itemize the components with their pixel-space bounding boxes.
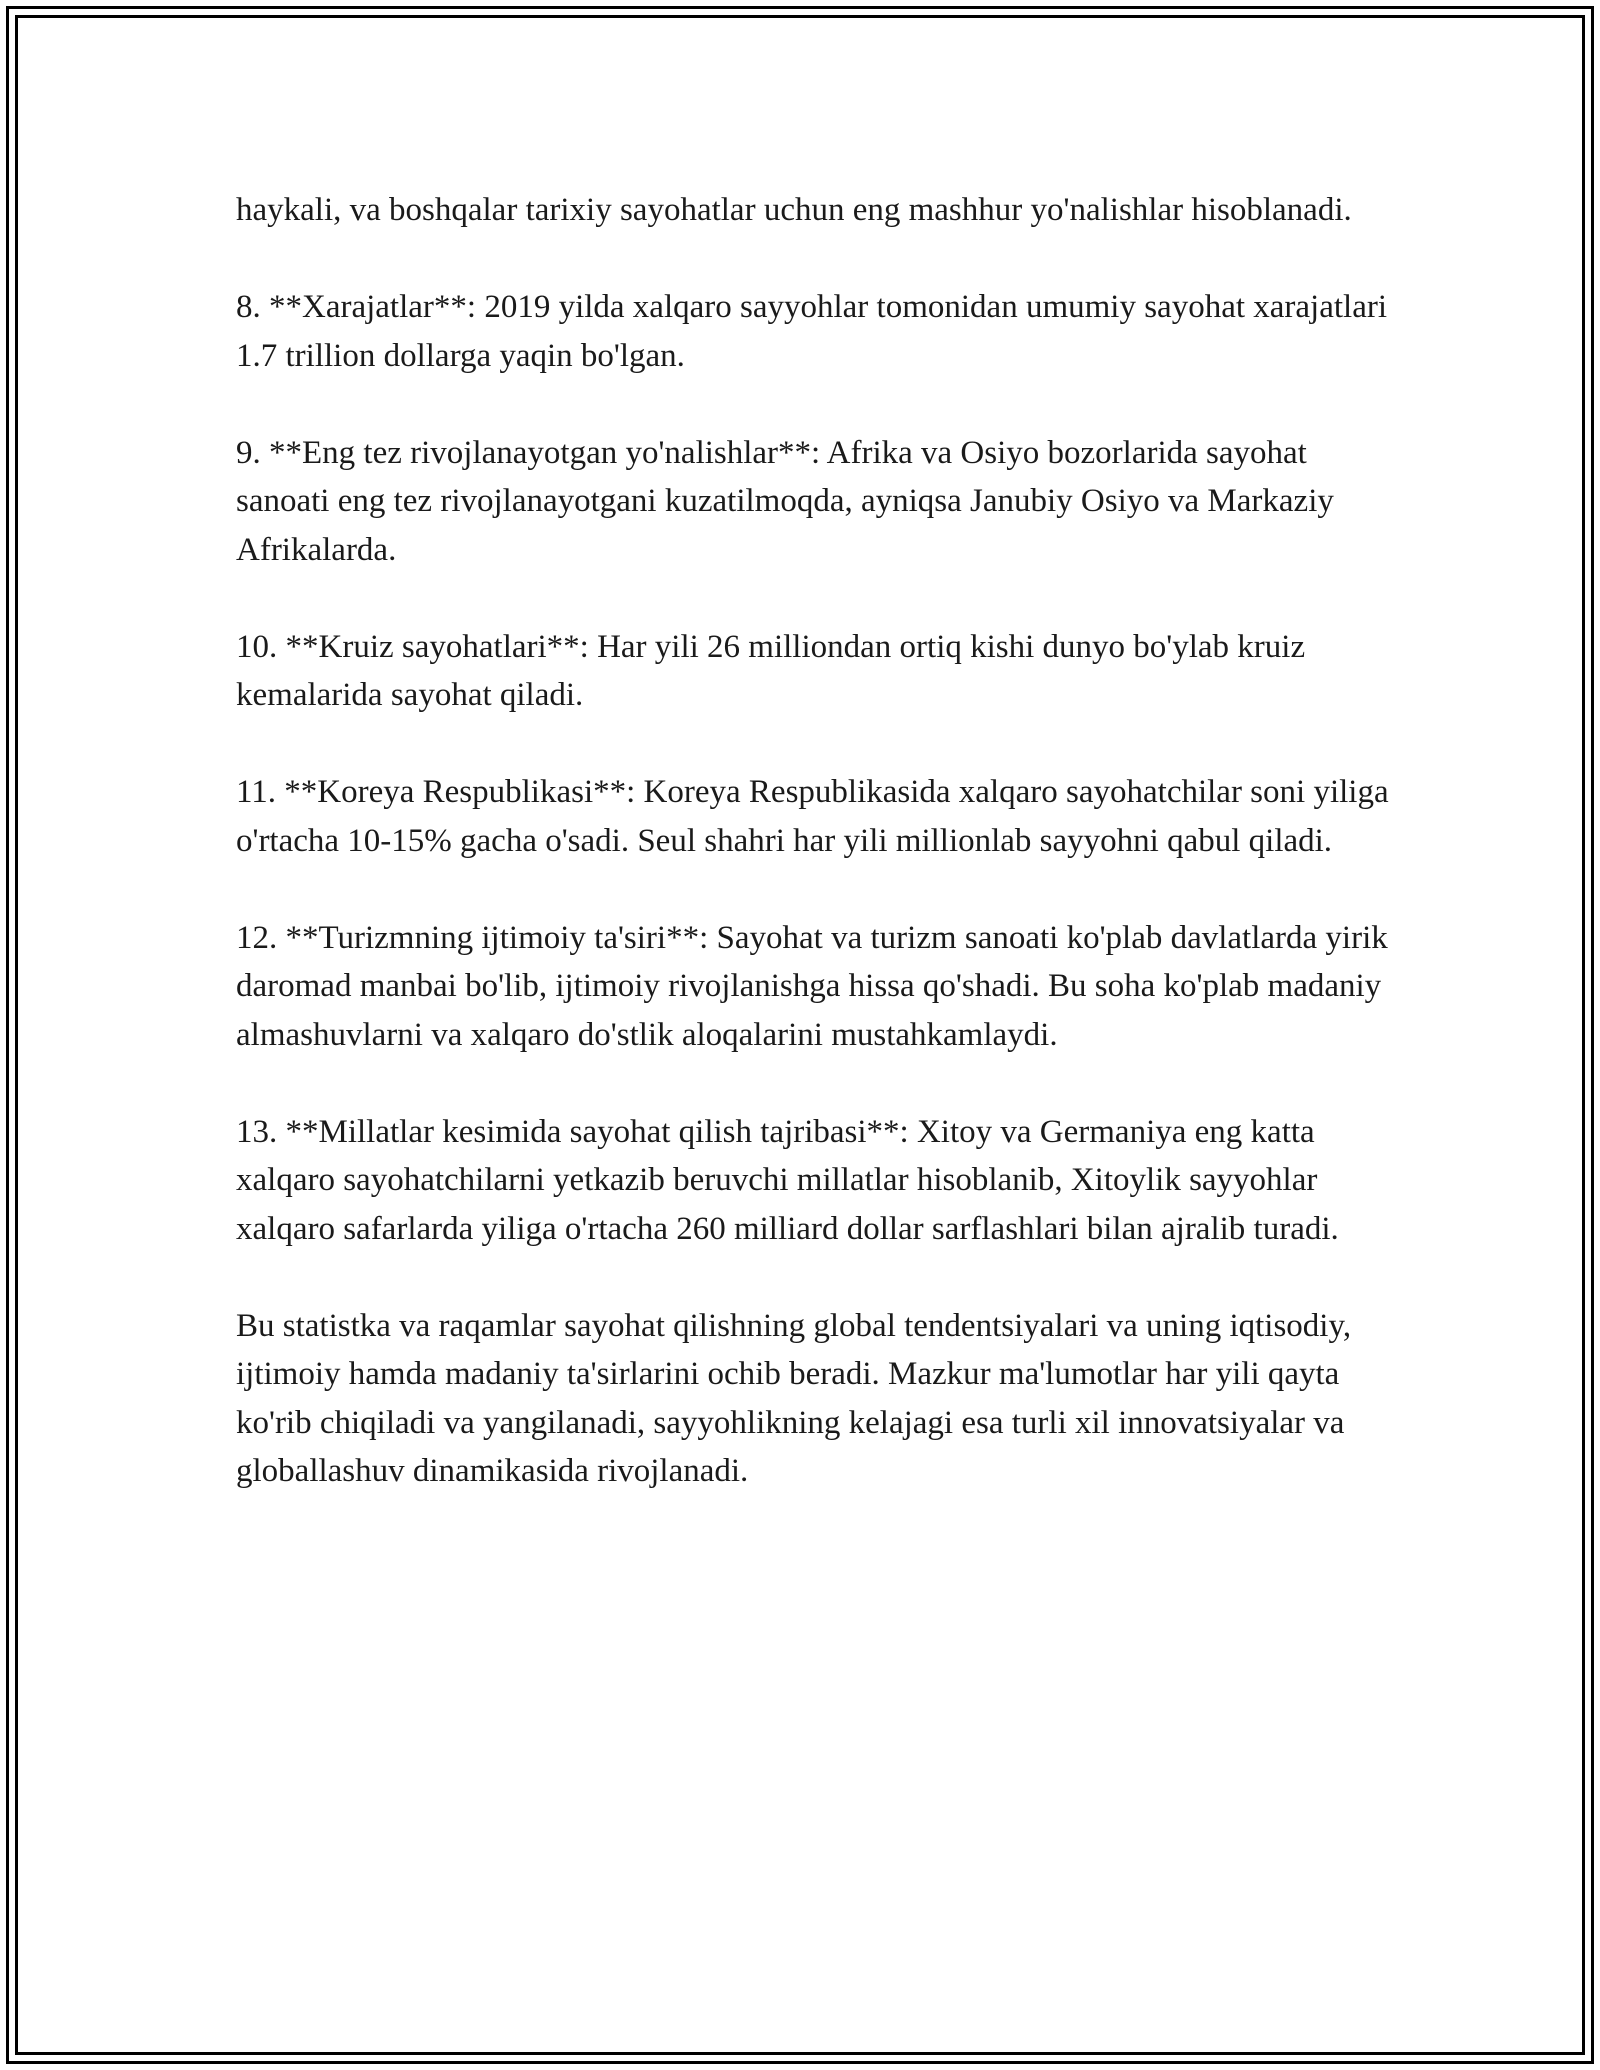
paragraph-item-10-cruises: 10. **Kruiz sayohatlari**: Har yili 26 milliondan ortiq kishi dunyo bo'ylab kruiz kemalarida sayohat qiladi. [236,628,1306,713]
paragraph-item-9-fastest-growing: 9. **Eng tez rivojlanayotgan yo'nalishlar**: Afrika va Osiyo bozorlarida sayohat sanoati eng tez rivojlanayotgani kuzatilmoqda, ayniqsa Janubiy Osiyo va Markaziy Afrikalarda. [236,434,1334,568]
paragraph-item-11-korea: 11. **Koreya Respublikasi**: Koreya Respublikasida xalqaro sayohatchilar soni yiliga o'rtacha 10-15% gacha o'sadi. Seul shahri har yili millionlab sayyohni qabul qiladi. [236,774,1389,859]
paragraph-item-8-expenses: 8. **Xarajatlar**: 2019 yilda xalqaro sayyohlar tomonidan umumiy sayohat xarajatlari 1.7 trillion dollarga yaqin bo'lgan. [236,289,1388,374]
paragraph-conclusion: Bu statistka va raqamlar sayohat qilishning global tendentsiyalari va uning iqtisodiy, ijtimoiy hamda madaniy ta'sirlarini ochib beradi. Mazkur ma'lumotlar har yili qayta ko'rib chiqiladi va yangilanadi, sayyohlikning kelajagi esa turli xil innovatsiyalar va globallashuv dinamikasida rivojlanadi. [236,1307,1352,1489]
document-body [236,186,1396,1496]
paragraph-item-13-nations: 13. **Millatlar kesimida sayohat qilish tajribasi**: Xitoy va Germaniya eng katta xalqaro sayohatchilarni yetkazib beruvchi millatlar hisoblanib, Xitoylik sayyohlar xalqaro safarlarda yiliga o'rtacha 260 milliard dollar sarflashlari bilan ajralib turadi. [236,1113,1339,1247]
paragraph-continuation: haykali, va boshqalar tarixiy sayohatlar uchun eng mashhur yo'nalishlar hisoblanadi. [236,192,1352,228]
paragraph-item-12-social-impact: 12. **Turizmning ijtimoiy ta'siri**: Sayohat va turizm sanoati ko'plab davlatlarda yirik daromad manbai bo'lib, ijtimoiy rivojlanishga hissa qo'shadi. Bu soha ko'plab madaniy almashuvlarni va xalqaro do'stlik aloqalarini mustahkamlaydi. [236,919,1388,1053]
